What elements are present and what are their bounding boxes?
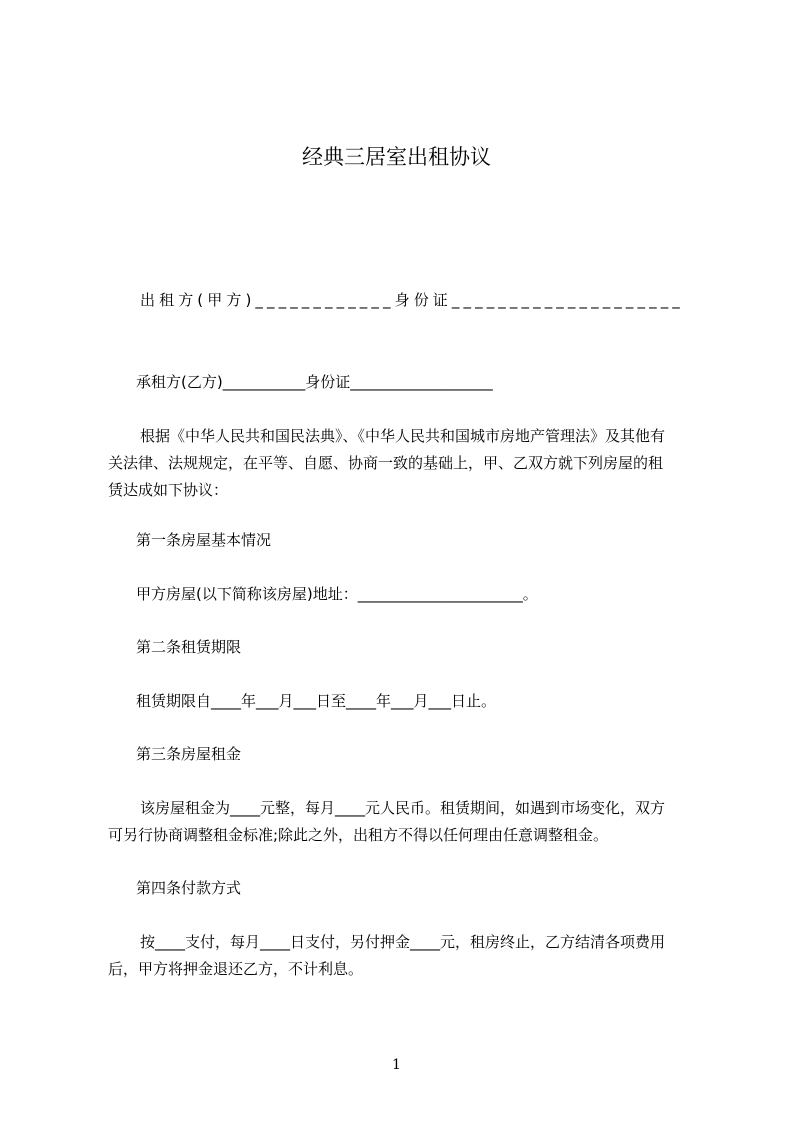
document-title: 经典三居室出租协议 [302,145,491,169]
intro-line-1: 根据《中华人民共和国民法典》、《中华人民共和国城市房地产管理法》及其他有 [140,427,666,445]
article1-body: 甲方房屋(以下简称该房屋)地址：______________________。 [136,585,538,603]
article2-heading: 第二条租赁期限 [136,638,242,656]
lessee-line: 承租方(乙方)___________身份证___________________ [136,373,493,391]
intro-line-3: 赁达成如下协议： [108,481,229,499]
article4-body-line-1: 按____支付，每月____日支付，另付押金____元，租房终止，乙方结清各项费用 [140,933,666,951]
article3-body-line-1: 该房屋租金为____元整，每月____元人民币。租赁期间，如遇到市场变化，双方 [140,799,666,817]
intro-line-2: 关法律、法规规定，在平等、自愿、协商一致的基础上，甲、乙双方就下列房屋的租 [108,454,664,472]
lessor-line: 出租方(甲方)____________身份证____________________ [140,291,684,309]
article4-body-line-2: 后，甲方将押金退还乙方，不计利息。 [108,960,364,978]
article2-body: 租赁期限自____年___月___日至____年___月___日止。 [136,692,497,710]
article4-heading: 第四条付款方式 [136,879,242,897]
article3-body-line-2: 可另行协商调整租金标准;除此之外，出租方不得以任何理由任意调整租金。 [108,826,609,844]
article3-heading: 第三条房屋租金 [136,745,242,763]
article1-heading: 第一条房屋基本情况 [136,531,272,549]
page-number: 1 [392,1057,401,1073]
